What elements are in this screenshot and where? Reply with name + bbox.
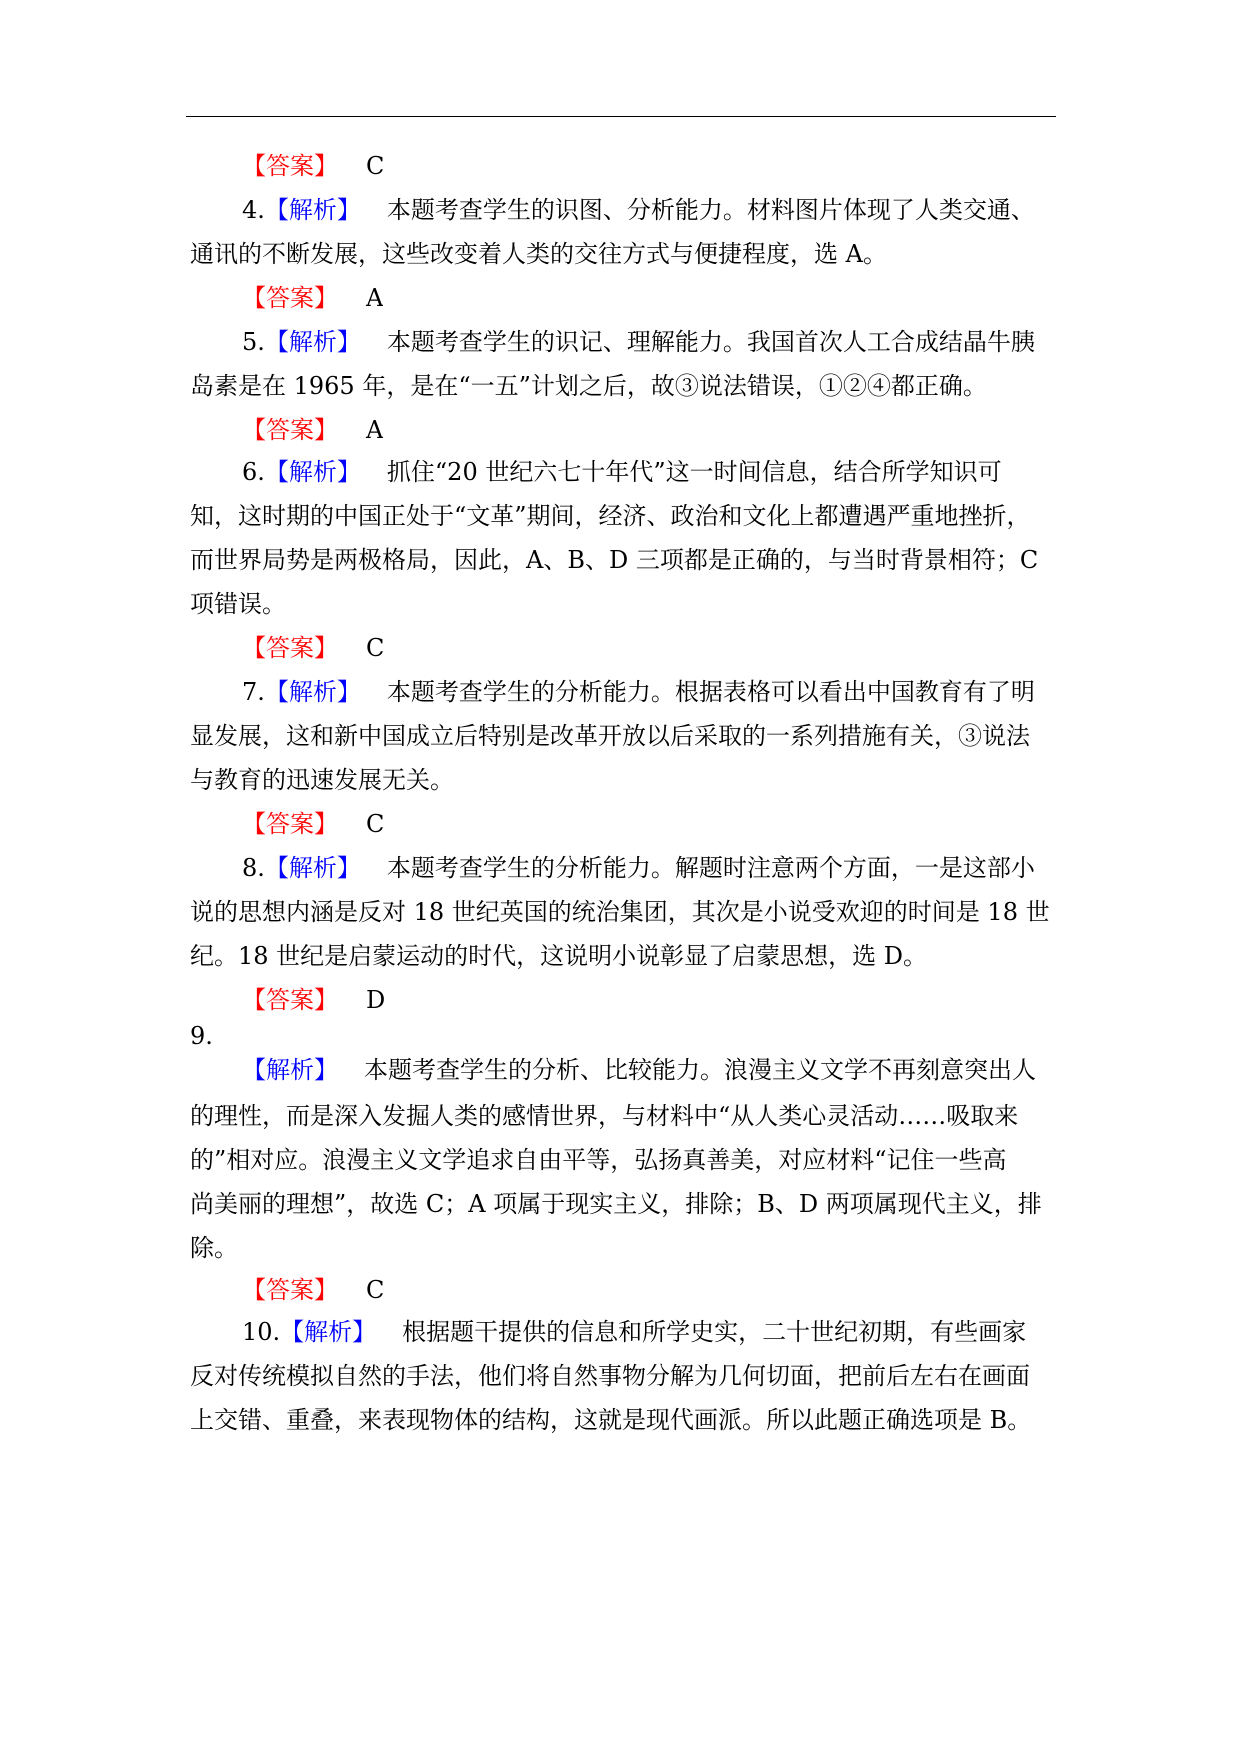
answer-line: [190, 624, 384, 673]
text-line: 知，这时期的中国正处于“文革”期间，经济、政治和文化上都遭遇严重地挫折，: [190, 502, 1031, 530]
answer-value: C: [366, 152, 385, 180]
text-line: 而世界局势是两极格局，因此，A、B、D 三项都是正确的，与当时背景相符；C: [190, 546, 1039, 574]
text-line: 的”相对应。浪漫主义文学追求自由平等，弘扬真善美，对应材料“记住一些高: [190, 1146, 1007, 1174]
answer-tag: 【答案】: [242, 152, 338, 180]
analysis-line: [190, 448, 1002, 497]
answer-value: C: [366, 1276, 385, 1304]
analysis-tag: 【解析】: [242, 1056, 338, 1084]
question-number: 10.: [242, 1318, 281, 1346]
analysis-text: 本题考查学生的识图、分析能力。材料图片体现了人类交通、: [386, 196, 1035, 224]
analysis-text: 本题考查学生的分析能力。根据表格可以看出中国教育有了明: [386, 678, 1035, 706]
analysis-text: 本题考查学生的分析、比较能力。浪漫主义文学不再刻意突出人: [364, 1056, 1036, 1084]
text-line: 除。: [190, 1234, 238, 1262]
analysis-tag: 【解析】: [264, 854, 361, 882]
question-number: 6.: [242, 458, 265, 486]
text-line: 上交错、重叠，来表现物体的结构，这就是现代画派。所以此题正确选项是 B。: [190, 1406, 1032, 1434]
analysis-tag: 【解析】: [264, 196, 361, 224]
analysis-text: 本题考查学生的分析能力。解题时注意两个方面，一是这部小: [386, 854, 1035, 882]
answer-value: A: [366, 284, 384, 312]
header-rule: [186, 116, 1056, 117]
text-line: 显发展，这和新中国成立后特别是改革开放以后采取的一系列措施有关，③说法: [190, 722, 1030, 750]
analysis-line: [190, 318, 1035, 367]
answer-line: [190, 976, 385, 1025]
answer-line: [190, 800, 384, 849]
analysis-line: [190, 186, 1035, 235]
analysis-tag: 【解析】: [264, 678, 361, 706]
answer-value: D: [366, 986, 386, 1014]
text-line: 9.: [190, 1022, 213, 1050]
text-line: 反对传统模拟自然的手法，他们将自然事物分解为几何切面，把前后左右在画面: [190, 1362, 1030, 1390]
answer-value: A: [366, 416, 384, 444]
analysis-text: 根据题干提供的信息和所学史实，二十世纪初期，有些画家: [402, 1318, 1027, 1346]
analysis-text: 本题考查学生的识记、理解能力。我国首次人工合成结晶牛胰: [386, 328, 1035, 356]
analysis-line: [190, 1308, 1026, 1357]
answer-tag: 【答案】: [242, 416, 338, 444]
analysis-tag: 【解析】: [264, 328, 361, 356]
analysis-tag: 【解析】: [280, 1318, 377, 1346]
analysis-text: 抓住“20 世纪六七十年代”这一时间信息，结合所学知识可: [386, 458, 1002, 486]
question-number: 5.: [242, 328, 265, 356]
answer-tag: 【答案】: [242, 634, 338, 662]
answer-tag: 【答案】: [242, 986, 338, 1014]
answer-line: [190, 142, 384, 191]
answer-tag: 【答案】: [242, 810, 338, 838]
analysis-line: [190, 844, 1035, 893]
text-line: 岛素是在 1965 年，是在“一五”计划之后，故③说法错误，①②④都正确。: [190, 372, 987, 400]
text-line: 纪。18 世纪是启蒙运动的时代，这说明小说彰显了启蒙思想，选 D。: [190, 942, 928, 970]
analysis-line: [190, 1046, 1036, 1095]
answer-value: C: [366, 634, 385, 662]
text-line: 与教育的迅速发展无关。: [190, 766, 454, 794]
analysis-line: [190, 668, 1035, 717]
answer-value: C: [366, 810, 385, 838]
question-number: 7.: [242, 678, 265, 706]
answer-tag: 【答案】: [242, 284, 338, 312]
analysis-tag: 【解析】: [264, 458, 361, 486]
text-line: 通讯的不断发展，这些改变着人类的交往方式与便捷程度，选 A。: [190, 240, 887, 268]
text-line: 项错误。: [190, 590, 286, 618]
answer-tag: 【答案】: [242, 1276, 338, 1304]
question-number: 4.: [242, 196, 265, 224]
text-line: 说的思想内涵是反对 18 世纪英国的统治集团，其次是小说受欢迎的时间是 18 世: [190, 898, 1050, 926]
question-number: 8.: [242, 854, 265, 882]
answer-line: [190, 274, 383, 323]
text-line: 尚美丽的理想”，故选 C；A 项属于现实主义，排除；B、D 两项属现代主义，排: [190, 1190, 1042, 1218]
text-line: 的理性，而是深入发掘人类的感情世界，与材料中“从人类心灵活动……吸取来: [190, 1102, 1019, 1130]
